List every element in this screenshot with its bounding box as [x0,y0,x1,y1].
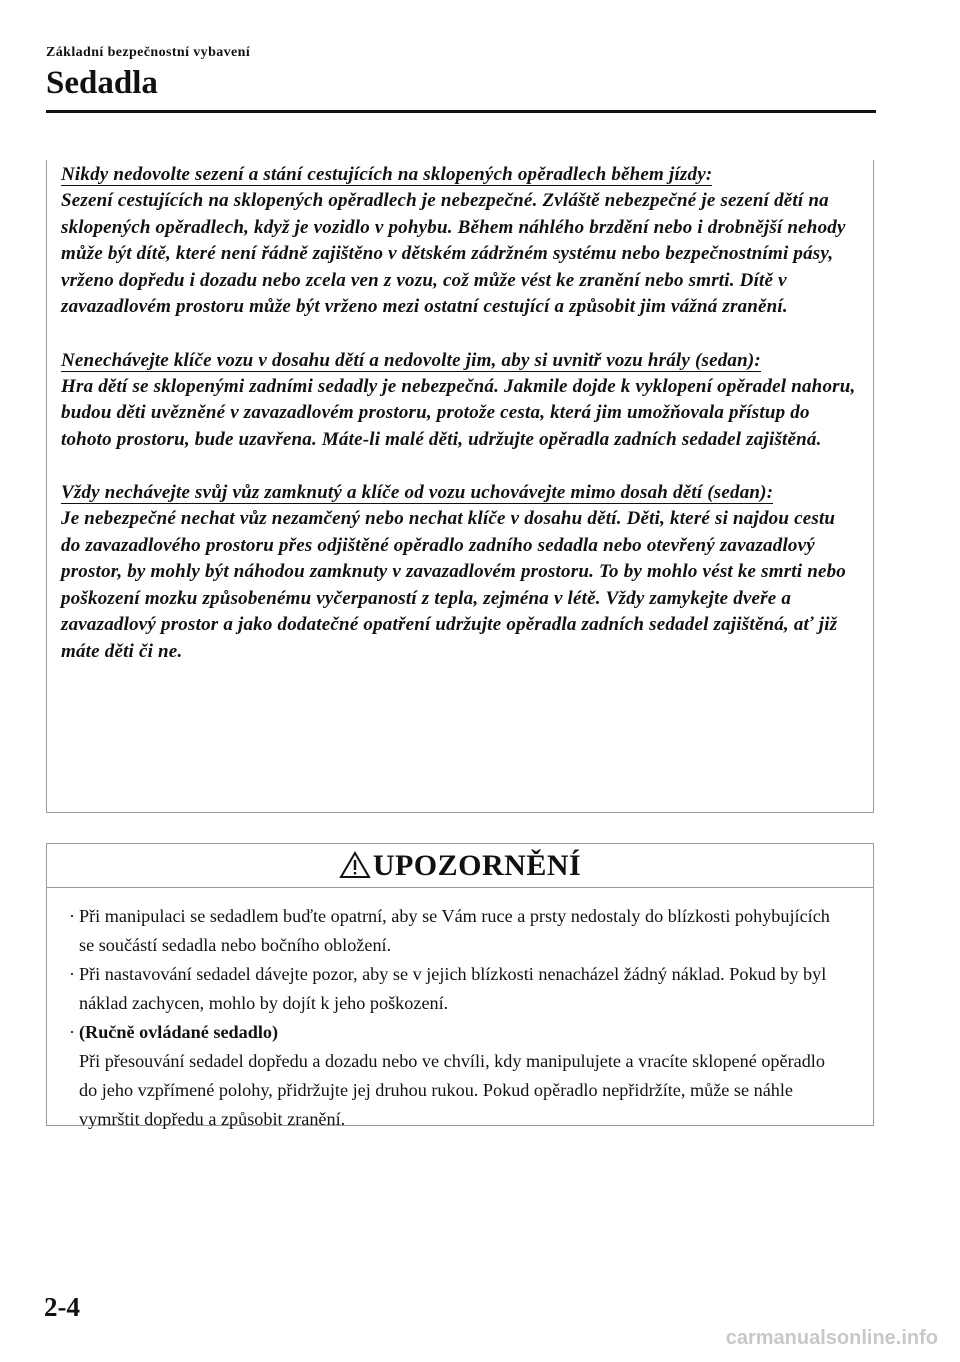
bullet: · [69,906,75,926]
caution-item [69,902,833,960]
caution-header [47,844,873,888]
warning-body: Hra dětí se sklopenými zadními sedadly je nebezpečná. Jakmile dojde k vyklopení opěradel nahoru, budou děti uvězněné v zavazadlovém prostoru, protože cesta, která jim umožňovala přístup do tohoto prostoru, bude uzavřena. Máte-li malé děti, udržujte opěradla zadních sedadel zajištěná. [61,375,856,450]
warning-box [46,160,874,813]
caution-list [47,888,873,1134]
warning-heading-text: Vždy nechávejte svůj vůz zamknutý a klíče od vozu uchovávejte mimo dosah dětí (sedan): [61,482,774,503]
caution-box [46,843,874,1129]
warning-heading-text: Nikdy nedovolte sezení a stání cestujících na sklopených opěradlech během jízdy: [61,164,713,185]
page-title: Sedadla [46,65,158,101]
warning-item [61,162,859,321]
section-label: Základní bezpečnostní vybavení [46,45,251,60]
warning-item [61,348,859,454]
page-number: 2-4 [44,1292,80,1322]
caution-item [69,1018,833,1134]
caution-title: UPOZORNĚNÍ [372,848,582,882]
caution-item-text: Při přesouvání sedadel dopředu a dozadu nebo ve chvíli, kdy manipulujete a vracíte sklopené opěradlo do jeho vzpřímené polohy, přidržujte jej druhou rukou. Pokud opěradlo nepřidržíte, může se náhle vymrštit dopředu a způsobit zranění. [79,1051,825,1129]
warning-heading-text: Nenechávejte klíče vozu v dosahu dětí a nedovolte jim, aby si uvnitř vozu hrály (sedan): [61,349,761,371]
warning-body: Sezení cestujících na sklopených opěradlech je nebezpečné. Zvláště nebezpečné je sezení dětí na sklopených opěradlech, když je vozidlo v pohybu. Během náhlého brzdění nebo i drobnější nehody může být dítě, které není řádně zajištěno v dětském zádržném systému nebo bezpečnostními pásy, vrženo dopředu i dozadu nebo zcela ven z vozu, což může vést ke zranění nebo smrti. Dítě v zavazadlovém prostoru může být vrženo mezi ostatní cestující a způsobit jim vážná zranění. [61,190,846,317]
warning-body: Je nebezpečné nechat vůz nezamčený nebo nechat klíče v dosahu dětí. Děti, které si najdou cestu do zavazadlového prostoru přes odjištěné opěradlo zadního sedadla nebo otevřený zavazadlový prostor, by mohly být náhodou zamknuty v zavazadlovém prostoru. To by mohlo vést ke smrti nebo poškození mozku způsobenému vyčerpaností z tepla, zejména v létě. Vždy zamykejte dveře a zavazadlový prostor a jako dodatečné opatření udržujte opěradla zadních sedadel zajištěná, ať již máte děti či ne. [61,508,847,662]
bullet: · [69,1022,75,1042]
warning-heading [61,480,859,506]
title-rule [46,110,876,113]
caution-item-text: Při nastavování sedadel dávejte pozor, aby se v jejich blízkosti nenacházel žádný náklad. Pokud by byl náklad zachycen, mohlo by dojít k jeho poškození. [79,964,827,1013]
warning-heading [61,348,859,374]
caution-item [69,960,833,1018]
bullet: · [69,964,75,984]
caution-item-bold: (Ručně ovládané sedadlo) [79,1022,279,1042]
caution-item-text: Při manipulaci se sedadlem buďte opatrní, aby se Vám ruce a prsty nedostaly do blízkosti pohybujících se součástí sedadla nebo bočního obložení. [79,906,830,955]
watermark: carmanualsonline.info [725,1327,938,1349]
warning-triangle-icon [339,851,371,879]
warning-heading [61,162,859,188]
warning-item [61,480,859,665]
